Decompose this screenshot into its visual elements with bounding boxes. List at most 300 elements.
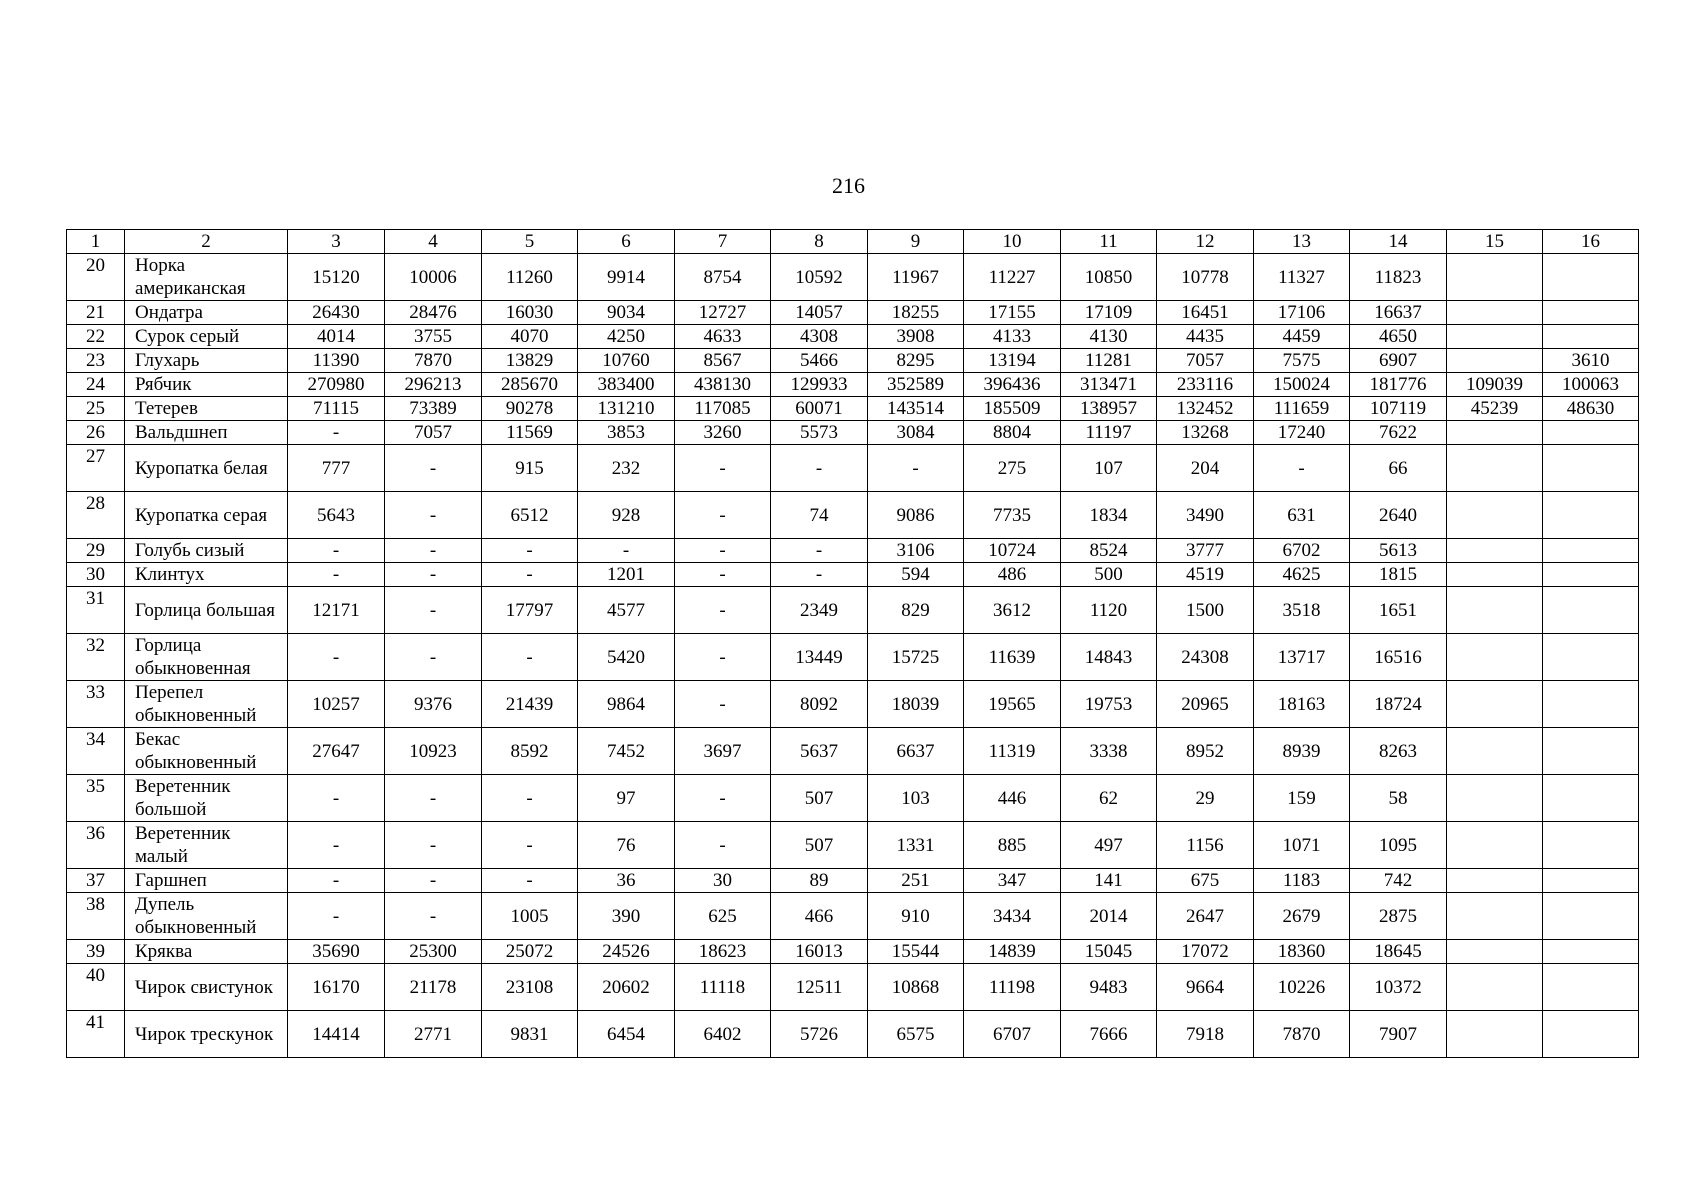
value-cell: 10868 xyxy=(868,964,964,1011)
value-cell: 9483 xyxy=(1061,964,1157,1011)
value-cell: 1500 xyxy=(1157,587,1254,634)
value-cell: 910 xyxy=(868,893,964,940)
value-cell: 285670 xyxy=(482,373,578,397)
table-row xyxy=(67,349,1639,373)
species-name-cell: Вальдшнеп xyxy=(125,421,288,445)
value-cell: 66 xyxy=(1350,445,1447,492)
value-cell xyxy=(1447,421,1543,445)
value-cell: 8567 xyxy=(675,349,771,373)
value-cell: 16030 xyxy=(482,301,578,325)
column-header: 4 xyxy=(385,230,482,254)
value-cell: 18360 xyxy=(1254,940,1350,964)
value-cell: 507 xyxy=(771,775,868,822)
table-row xyxy=(67,940,1639,964)
value-cell: 74 xyxy=(771,492,868,539)
value-cell: 7870 xyxy=(1254,1011,1350,1058)
value-cell: - xyxy=(385,587,482,634)
species-name-cell: Куропатка белая xyxy=(125,445,288,492)
value-cell: 14843 xyxy=(1061,634,1157,681)
value-cell: 11281 xyxy=(1061,349,1157,373)
value-cell: - xyxy=(385,775,482,822)
value-cell: 8524 xyxy=(1061,539,1157,563)
value-cell: 11118 xyxy=(675,964,771,1011)
value-cell: 107 xyxy=(1061,445,1157,492)
table-row xyxy=(67,893,1639,940)
value-cell: - xyxy=(675,775,771,822)
value-cell: 9376 xyxy=(385,681,482,728)
value-cell: 466 xyxy=(771,893,868,940)
value-cell: 24308 xyxy=(1157,634,1254,681)
column-header: 2 xyxy=(125,230,288,254)
row-number-cell: 27 xyxy=(67,445,125,492)
value-cell: - xyxy=(288,421,385,445)
value-cell: 60071 xyxy=(771,397,868,421)
value-cell: 25072 xyxy=(482,940,578,964)
table-row xyxy=(67,869,1639,893)
value-cell: 13717 xyxy=(1254,634,1350,681)
value-cell: - xyxy=(482,869,578,893)
value-cell: 103 xyxy=(868,775,964,822)
table-row xyxy=(67,254,1639,301)
value-cell xyxy=(1447,893,1543,940)
value-cell: 594 xyxy=(868,563,964,587)
value-cell: 1815 xyxy=(1350,563,1447,587)
value-cell: 11260 xyxy=(482,254,578,301)
value-cell: 396436 xyxy=(964,373,1061,397)
value-cell: 915 xyxy=(482,445,578,492)
species-name-cell: Рябчик xyxy=(125,373,288,397)
species-name-cell: Куропатка серая xyxy=(125,492,288,539)
table-row xyxy=(67,681,1639,728)
value-cell: 129933 xyxy=(771,373,868,397)
table-row xyxy=(67,492,1639,539)
value-cell: 251 xyxy=(868,869,964,893)
value-cell: 313471 xyxy=(1061,373,1157,397)
value-cell: - xyxy=(288,539,385,563)
value-cell: 27647 xyxy=(288,728,385,775)
value-cell: 500 xyxy=(1061,563,1157,587)
value-cell: 17072 xyxy=(1157,940,1254,964)
value-cell: - xyxy=(288,563,385,587)
value-cell: 486 xyxy=(964,563,1061,587)
value-cell: 17109 xyxy=(1061,301,1157,325)
species-name-cell: Дупель обыкновенный xyxy=(125,893,288,940)
table-row xyxy=(67,634,1639,681)
value-cell: - xyxy=(675,681,771,728)
value-cell: 131210 xyxy=(578,397,675,421)
value-cell: 24526 xyxy=(578,940,675,964)
value-cell: 13829 xyxy=(482,349,578,373)
value-cell xyxy=(1543,964,1639,1011)
value-cell: 58 xyxy=(1350,775,1447,822)
value-cell xyxy=(1543,822,1639,869)
value-cell: 352589 xyxy=(868,373,964,397)
table-row xyxy=(67,397,1639,421)
value-cell: 35690 xyxy=(288,940,385,964)
value-cell xyxy=(1543,634,1639,681)
table-row xyxy=(67,301,1639,325)
value-cell xyxy=(1543,1011,1639,1058)
value-cell: 7918 xyxy=(1157,1011,1254,1058)
value-cell: 12727 xyxy=(675,301,771,325)
value-cell: 3755 xyxy=(385,325,482,349)
page-number: 216 xyxy=(832,173,865,198)
value-cell: 8939 xyxy=(1254,728,1350,775)
value-cell: 7735 xyxy=(964,492,1061,539)
table-row xyxy=(67,373,1639,397)
value-cell: 185509 xyxy=(964,397,1061,421)
value-cell xyxy=(1447,940,1543,964)
value-cell: 4633 xyxy=(675,325,771,349)
row-number-cell: 28 xyxy=(67,492,125,539)
value-cell: 8754 xyxy=(675,254,771,301)
value-cell: 6454 xyxy=(578,1011,675,1058)
value-cell: 275 xyxy=(964,445,1061,492)
value-cell: 4130 xyxy=(1061,325,1157,349)
value-cell: 3518 xyxy=(1254,587,1350,634)
row-number-cell: 36 xyxy=(67,822,125,869)
value-cell: 1651 xyxy=(1350,587,1447,634)
species-name-cell: Веретенник малый xyxy=(125,822,288,869)
value-cell: 507 xyxy=(771,822,868,869)
value-cell: - xyxy=(288,634,385,681)
value-cell: 3610 xyxy=(1543,349,1639,373)
value-cell: 25300 xyxy=(385,940,482,964)
table-row xyxy=(67,728,1639,775)
value-cell: 90278 xyxy=(482,397,578,421)
value-cell: 5613 xyxy=(1350,539,1447,563)
value-cell: 19753 xyxy=(1061,681,1157,728)
value-cell: 76 xyxy=(578,822,675,869)
value-cell: 17240 xyxy=(1254,421,1350,445)
value-cell: 1120 xyxy=(1061,587,1157,634)
value-cell: 18645 xyxy=(1350,940,1447,964)
value-cell: 111659 xyxy=(1254,397,1350,421)
value-cell: - xyxy=(385,492,482,539)
value-cell: 4650 xyxy=(1350,325,1447,349)
value-cell: 143514 xyxy=(868,397,964,421)
value-cell: 4250 xyxy=(578,325,675,349)
value-cell: 11390 xyxy=(288,349,385,373)
value-cell: - xyxy=(675,822,771,869)
table-row xyxy=(67,421,1639,445)
species-name-cell: Чирок свистунок xyxy=(125,964,288,1011)
value-cell: 13194 xyxy=(964,349,1061,373)
value-cell: 3612 xyxy=(964,587,1061,634)
value-cell xyxy=(1543,940,1639,964)
value-cell: 21178 xyxy=(385,964,482,1011)
value-cell: 390 xyxy=(578,893,675,940)
table-row xyxy=(67,964,1639,1011)
value-cell: 204 xyxy=(1157,445,1254,492)
value-cell: 4308 xyxy=(771,325,868,349)
value-cell: - xyxy=(675,634,771,681)
species-name-cell: Бекас обыкновенный xyxy=(125,728,288,775)
value-cell: 5726 xyxy=(771,1011,868,1058)
value-cell: 10850 xyxy=(1061,254,1157,301)
value-cell: 17797 xyxy=(482,587,578,634)
value-cell: 631 xyxy=(1254,492,1350,539)
value-cell: 3434 xyxy=(964,893,1061,940)
value-cell: 8804 xyxy=(964,421,1061,445)
row-number-cell: 29 xyxy=(67,539,125,563)
value-cell: 5637 xyxy=(771,728,868,775)
data-table xyxy=(66,229,1639,1058)
value-cell: 19565 xyxy=(964,681,1061,728)
column-header: 11 xyxy=(1061,230,1157,254)
value-cell xyxy=(1447,349,1543,373)
value-cell: 16170 xyxy=(288,964,385,1011)
value-cell xyxy=(1543,539,1639,563)
value-cell: 7575 xyxy=(1254,349,1350,373)
value-cell: - xyxy=(385,893,482,940)
value-cell: 16451 xyxy=(1157,301,1254,325)
value-cell: 62 xyxy=(1061,775,1157,822)
value-cell: 675 xyxy=(1157,869,1254,893)
value-cell: 7057 xyxy=(1157,349,1254,373)
value-cell: 1156 xyxy=(1157,822,1254,869)
value-cell: 29 xyxy=(1157,775,1254,822)
value-cell: 5573 xyxy=(771,421,868,445)
value-cell: 3908 xyxy=(868,325,964,349)
value-cell: 7057 xyxy=(385,421,482,445)
value-cell: 3490 xyxy=(1157,492,1254,539)
value-cell: 446 xyxy=(964,775,1061,822)
value-cell: 18039 xyxy=(868,681,964,728)
row-number-cell: 39 xyxy=(67,940,125,964)
column-header: 9 xyxy=(868,230,964,254)
value-cell: - xyxy=(385,869,482,893)
value-cell: 3777 xyxy=(1157,539,1254,563)
value-cell: 11639 xyxy=(964,634,1061,681)
column-header: 14 xyxy=(1350,230,1447,254)
value-cell xyxy=(1447,325,1543,349)
value-cell: - xyxy=(868,445,964,492)
value-cell: 4435 xyxy=(1157,325,1254,349)
value-cell: 7907 xyxy=(1350,1011,1447,1058)
value-cell: 15045 xyxy=(1061,940,1157,964)
value-cell: 233116 xyxy=(1157,373,1254,397)
table-body xyxy=(67,254,1639,1058)
column-header: 3 xyxy=(288,230,385,254)
value-cell: 12511 xyxy=(771,964,868,1011)
value-cell: 4014 xyxy=(288,325,385,349)
value-cell: 107119 xyxy=(1350,397,1447,421)
species-name-cell: Норка американская xyxy=(125,254,288,301)
value-cell: 23108 xyxy=(482,964,578,1011)
table-row xyxy=(67,822,1639,869)
value-cell: 2014 xyxy=(1061,893,1157,940)
value-cell xyxy=(1543,869,1639,893)
value-cell: 11197 xyxy=(1061,421,1157,445)
value-cell: - xyxy=(288,869,385,893)
value-cell: 2679 xyxy=(1254,893,1350,940)
value-cell: 18255 xyxy=(868,301,964,325)
value-cell: 1201 xyxy=(578,563,675,587)
value-cell xyxy=(1447,681,1543,728)
value-cell xyxy=(1447,492,1543,539)
value-cell xyxy=(1447,563,1543,587)
value-cell xyxy=(1543,563,1639,587)
table-row xyxy=(67,775,1639,822)
value-cell: 5643 xyxy=(288,492,385,539)
value-cell: 1183 xyxy=(1254,869,1350,893)
value-cell: 10923 xyxy=(385,728,482,775)
value-cell: 742 xyxy=(1350,869,1447,893)
value-cell: - xyxy=(675,539,771,563)
value-cell: 1331 xyxy=(868,822,964,869)
value-cell: - xyxy=(385,634,482,681)
value-cell xyxy=(1447,775,1543,822)
row-number-cell: 23 xyxy=(67,349,125,373)
value-cell: 6402 xyxy=(675,1011,771,1058)
row-number-cell: 40 xyxy=(67,964,125,1011)
table-row xyxy=(67,563,1639,587)
value-cell: 14414 xyxy=(288,1011,385,1058)
value-cell: 2647 xyxy=(1157,893,1254,940)
value-cell xyxy=(1543,445,1639,492)
value-cell xyxy=(1543,681,1639,728)
species-name-cell: Гаршнеп xyxy=(125,869,288,893)
value-cell: 10724 xyxy=(964,539,1061,563)
value-cell: 8952 xyxy=(1157,728,1254,775)
species-name-cell: Кряква xyxy=(125,940,288,964)
value-cell: 14839 xyxy=(964,940,1061,964)
value-cell: 4577 xyxy=(578,587,675,634)
value-cell: 829 xyxy=(868,587,964,634)
value-cell: 5466 xyxy=(771,349,868,373)
row-number-cell: 24 xyxy=(67,373,125,397)
value-cell: 109039 xyxy=(1447,373,1543,397)
value-cell: 885 xyxy=(964,822,1061,869)
row-number-cell: 26 xyxy=(67,421,125,445)
value-cell: 9914 xyxy=(578,254,675,301)
value-cell: 4625 xyxy=(1254,563,1350,587)
table-row xyxy=(67,445,1639,492)
value-cell: 2349 xyxy=(771,587,868,634)
value-cell: 625 xyxy=(675,893,771,940)
table-row xyxy=(67,1011,1639,1058)
species-name-cell: Сурок серый xyxy=(125,325,288,349)
value-cell: 89 xyxy=(771,869,868,893)
column-header: 6 xyxy=(578,230,675,254)
value-cell: 6707 xyxy=(964,1011,1061,1058)
value-cell: 18623 xyxy=(675,940,771,964)
value-cell: 16637 xyxy=(1350,301,1447,325)
species-name-cell: Глухарь xyxy=(125,349,288,373)
value-cell xyxy=(1543,254,1639,301)
value-cell: 18163 xyxy=(1254,681,1350,728)
value-cell: 71115 xyxy=(288,397,385,421)
value-cell: 3260 xyxy=(675,421,771,445)
value-cell: 3697 xyxy=(675,728,771,775)
value-cell: 777 xyxy=(288,445,385,492)
value-cell: 6702 xyxy=(1254,539,1350,563)
value-cell xyxy=(1447,254,1543,301)
value-cell: - xyxy=(288,775,385,822)
species-name-cell: Горлица обыкновенная xyxy=(125,634,288,681)
value-cell: 7452 xyxy=(578,728,675,775)
column-header: 5 xyxy=(482,230,578,254)
value-cell: 15725 xyxy=(868,634,964,681)
value-cell: 30 xyxy=(675,869,771,893)
value-cell: - xyxy=(385,445,482,492)
value-cell: 18724 xyxy=(1350,681,1447,728)
value-cell: 6637 xyxy=(868,728,964,775)
row-number-cell: 22 xyxy=(67,325,125,349)
value-cell: 10372 xyxy=(1350,964,1447,1011)
value-cell: 1005 xyxy=(482,893,578,940)
value-cell: 9034 xyxy=(578,301,675,325)
table-row xyxy=(67,587,1639,634)
value-cell: 5420 xyxy=(578,634,675,681)
value-cell: 45239 xyxy=(1447,397,1543,421)
value-cell: 1095 xyxy=(1350,822,1447,869)
value-cell: 10760 xyxy=(578,349,675,373)
value-cell xyxy=(1543,325,1639,349)
value-cell: 2771 xyxy=(385,1011,482,1058)
value-cell: 7870 xyxy=(385,349,482,373)
value-cell: 97 xyxy=(578,775,675,822)
value-cell: - xyxy=(1254,445,1350,492)
column-header: 13 xyxy=(1254,230,1350,254)
value-cell: 8092 xyxy=(771,681,868,728)
column-header: 1 xyxy=(67,230,125,254)
value-cell: 36 xyxy=(578,869,675,893)
value-cell: - xyxy=(771,445,868,492)
value-cell xyxy=(1447,1011,1543,1058)
value-cell: 15120 xyxy=(288,254,385,301)
value-cell: - xyxy=(675,445,771,492)
value-cell: 347 xyxy=(964,869,1061,893)
value-cell: 296213 xyxy=(385,373,482,397)
value-cell: 11198 xyxy=(964,964,1061,1011)
value-cell xyxy=(1447,822,1543,869)
value-cell: 11569 xyxy=(482,421,578,445)
value-cell: 9864 xyxy=(578,681,675,728)
species-name-cell: Тетерев xyxy=(125,397,288,421)
column-header: 16 xyxy=(1543,230,1639,254)
value-cell xyxy=(1543,492,1639,539)
species-name-cell: Перепел обыкновенный xyxy=(125,681,288,728)
value-cell: 21439 xyxy=(482,681,578,728)
value-cell: - xyxy=(675,492,771,539)
value-cell: 270980 xyxy=(288,373,385,397)
value-cell: 7622 xyxy=(1350,421,1447,445)
value-cell: 232 xyxy=(578,445,675,492)
value-cell: 10257 xyxy=(288,681,385,728)
value-cell xyxy=(1447,634,1543,681)
table-row xyxy=(67,539,1639,563)
value-cell: - xyxy=(482,563,578,587)
value-cell: - xyxy=(288,822,385,869)
value-cell: 11967 xyxy=(868,254,964,301)
value-cell: 20602 xyxy=(578,964,675,1011)
value-cell: 3084 xyxy=(868,421,964,445)
value-cell: - xyxy=(385,822,482,869)
value-cell: - xyxy=(482,539,578,563)
column-header: 15 xyxy=(1447,230,1543,254)
value-cell: 4070 xyxy=(482,325,578,349)
value-cell: 10006 xyxy=(385,254,482,301)
value-cell: 100063 xyxy=(1543,373,1639,397)
value-cell: 9664 xyxy=(1157,964,1254,1011)
value-cell: 3853 xyxy=(578,421,675,445)
value-cell: - xyxy=(385,539,482,563)
value-cell: 7666 xyxy=(1061,1011,1157,1058)
value-cell: 28476 xyxy=(385,301,482,325)
value-cell: - xyxy=(771,539,868,563)
